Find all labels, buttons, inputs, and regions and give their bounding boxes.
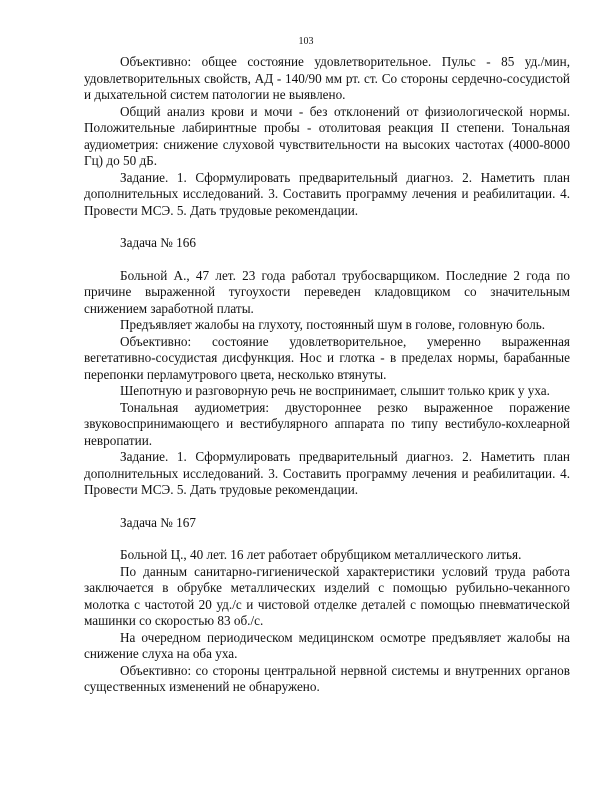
spacer [84,499,570,515]
spacer [84,531,570,547]
assignment-paragraph: Задание. 1. Сформулировать предварительный диагноз. 2. Наметить план дополнительных исследований. 3. Составить программу лечения и реабилитации. 4. Провести МСЭ. 5. Дать трудовые рекомендации. [84,169,570,218]
page-content [84,54,570,696]
spacer [84,219,570,235]
task-167-objective-paragraph: Объективно: со стороны центральной нервной системы и внутренних органов существенных изменений не обнаружено. [84,662,570,694]
task-166-objective-paragraph: Объективно: состояние удовлетворительное, умеренно выраженная вегетативно-сосудистая дисфункция. Нос и глотка - в пределах нормы, барабанные перепонки перламутрового цвета, несколько втянуты. [84,333,570,382]
task-166-assignment-paragraph: Задание. 1. Сформулировать предварительный диагноз. 2. Наметить план дополнительных исследований. 3. Составить программу лечения и реабилитации. 4. Провести МСЭ. 5. Дать трудовые рекомендации. [84,449,570,497]
lab-results-paragraph: Общий анализ крови и мочи - без отклонений от физиологической нормы. Положительные лабиринтные пробы - отолитовая реакция II степени. Тональная аудиометрия: снижение слуховой чувствительности на высоких частотах (4000-8000 Гц) до 50 дБ. [84,103,570,168]
spacer [84,252,570,268]
task-167-conditions-paragraph: По данным санитарно-гигиенической характеристики условий труда работа заключается в обрубке металлических изделий с помощью рубильно-чеканного молотка с частотой 20 уд./с и чистовой отделке деталей с помощью пневматической машинки со скоростью 83 об./с. [84,563,570,628]
task-167-complaints-paragraph: На очередном периодическом медицинском осмотре предъявляет жалобы на снижение слуха на оба уха. [84,629,570,661]
objective-paragraph: Объективно: общее состояние удовлетворительное. Пульс - 85 уд./мин, удовлетворительных свойств, АД - 140/90 мм рт. ст. Со стороны сердечно-сосудистой и дыхательной систем патологии не выявлено. [84,54,570,102]
page-number: 103 [298,36,314,47]
task-166-hearing-paragraph: Шепотную и разговорную речь не воспринимает, слышит только крик у уха. [120,383,550,398]
task-167-heading: Задача № 167 [120,514,196,530]
task-166-complaints-paragraph: Предъявляет жалобы на глухоту, постоянный шум в голове, головную боль. [120,317,546,332]
task-167-patient-paragraph: Больной Ц., 40 лет. 16 лет работает обрубщиком металлического литья. [120,547,522,562]
task-166-heading: Задача № 166 [120,235,196,250]
task-166-audiometry-paragraph: Тональная аудиометрия: двустороннее резко выраженное поражение звуковоспринимающего и вестибулярного аппарата по типу вестибуло-кохлеарной невропатии. [84,399,570,448]
task-166-patient-paragraph: Больной А., 47 лет. 23 года работал трубосварщиком. Последние 2 года по причине выраженной тугоухости переведен кладовщиком со значительным снижением заработной платы. [84,267,570,316]
